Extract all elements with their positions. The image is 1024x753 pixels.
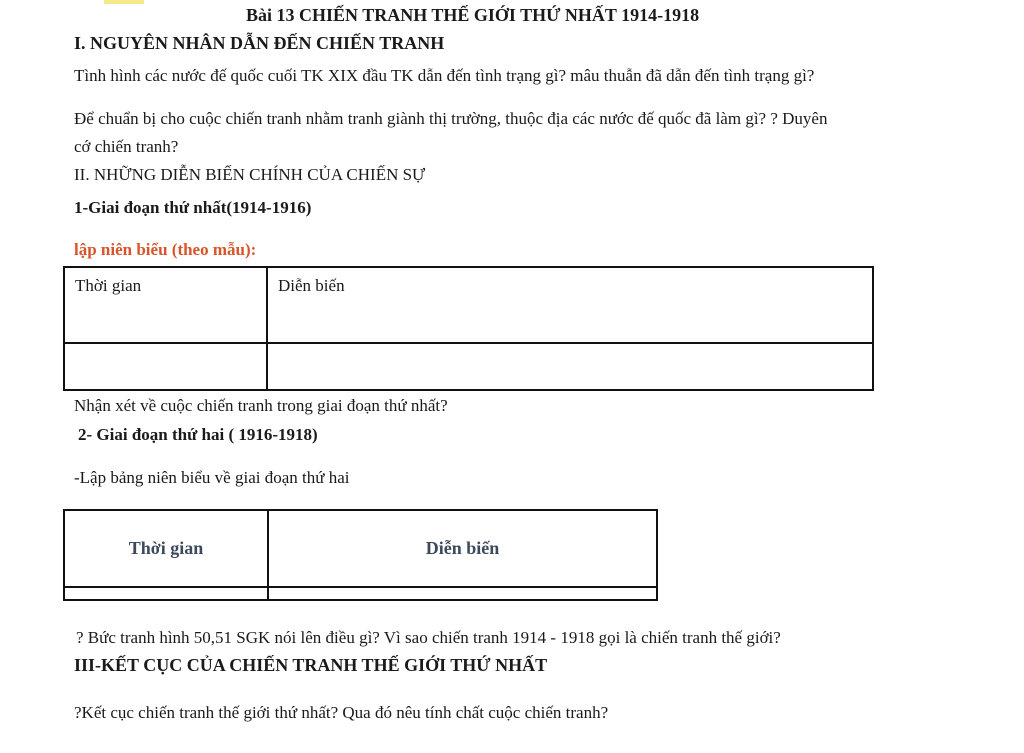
highlight-mark xyxy=(104,0,144,4)
table-header-events: Diễn biến xyxy=(268,510,657,587)
section1-question2-line2: cớ chiến tranh? xyxy=(74,137,179,156)
table-header-time: Thời gian xyxy=(64,510,268,587)
table-row xyxy=(64,267,873,343)
table-cell-empty xyxy=(64,343,267,390)
stage2-instruction: -Lập bảng niên biểu về giai đoạn thứ hai xyxy=(74,468,350,487)
section2-question: ? Bức tranh hình 50,51 SGK nói lên điều gì? Vì sao chiến tranh 1914 - 1918 gọi là chiến tranh thế giới? xyxy=(76,628,781,647)
section2-heading: II. NHỮNG DIỄN BIẾN CHÍNH CỦA CHIẾN SỰ xyxy=(74,165,426,184)
section1-question1: Tình hình các nước đế quốc cuối TK XIX đầu TK dẫn đến tình trạng gì? mâu thuẫn đã dẫn đến tình trạng gì? xyxy=(74,66,815,85)
stage1-table xyxy=(63,266,874,391)
section3-heading: III-KẾT CỤC CỦA CHIẾN TRANH THẾ GIỚI THỨ NHẤT xyxy=(74,655,548,675)
stage2-heading: 2- Giai đoạn thứ hai ( 1916-1918) xyxy=(78,425,318,444)
table-row xyxy=(64,343,873,390)
table-row xyxy=(64,510,657,587)
table-cell-empty xyxy=(64,587,268,600)
section1-heading: I. NGUYÊN NHÂN DẪN ĐẾN CHIẾN TRANH xyxy=(74,33,445,53)
table-header-time: Thời gian xyxy=(64,267,267,343)
stage1-instruction: lập niên biểu (theo mẫu): xyxy=(74,240,257,259)
stage1-comment: Nhận xét về cuộc chiến tranh trong giai đoạn thứ nhất? xyxy=(74,396,448,415)
table-row xyxy=(64,587,657,600)
stage1-heading: 1-Giai đoạn thứ nhất(1914-1916) xyxy=(74,198,312,217)
stage2-table xyxy=(63,509,658,601)
lesson-title: Bài 13 CHIẾN TRANH THẾ GIỚI THỨ NHẤT 1914-1918 xyxy=(246,5,700,25)
table-header-events: Diễn biến xyxy=(267,267,873,343)
table-cell-empty xyxy=(267,343,873,390)
section1-question2-line1: Để chuẩn bị cho cuộc chiến tranh nhằm tranh giành thị trường, thuộc địa các nước đế quốc đã làm gì? ? Duyên xyxy=(74,109,828,128)
table-cell-empty xyxy=(268,587,657,600)
section3-question: ?Kết cục chiến tranh thế giới thứ nhất? Qua đó nêu tính chất cuộc chiến tranh? xyxy=(74,703,609,722)
